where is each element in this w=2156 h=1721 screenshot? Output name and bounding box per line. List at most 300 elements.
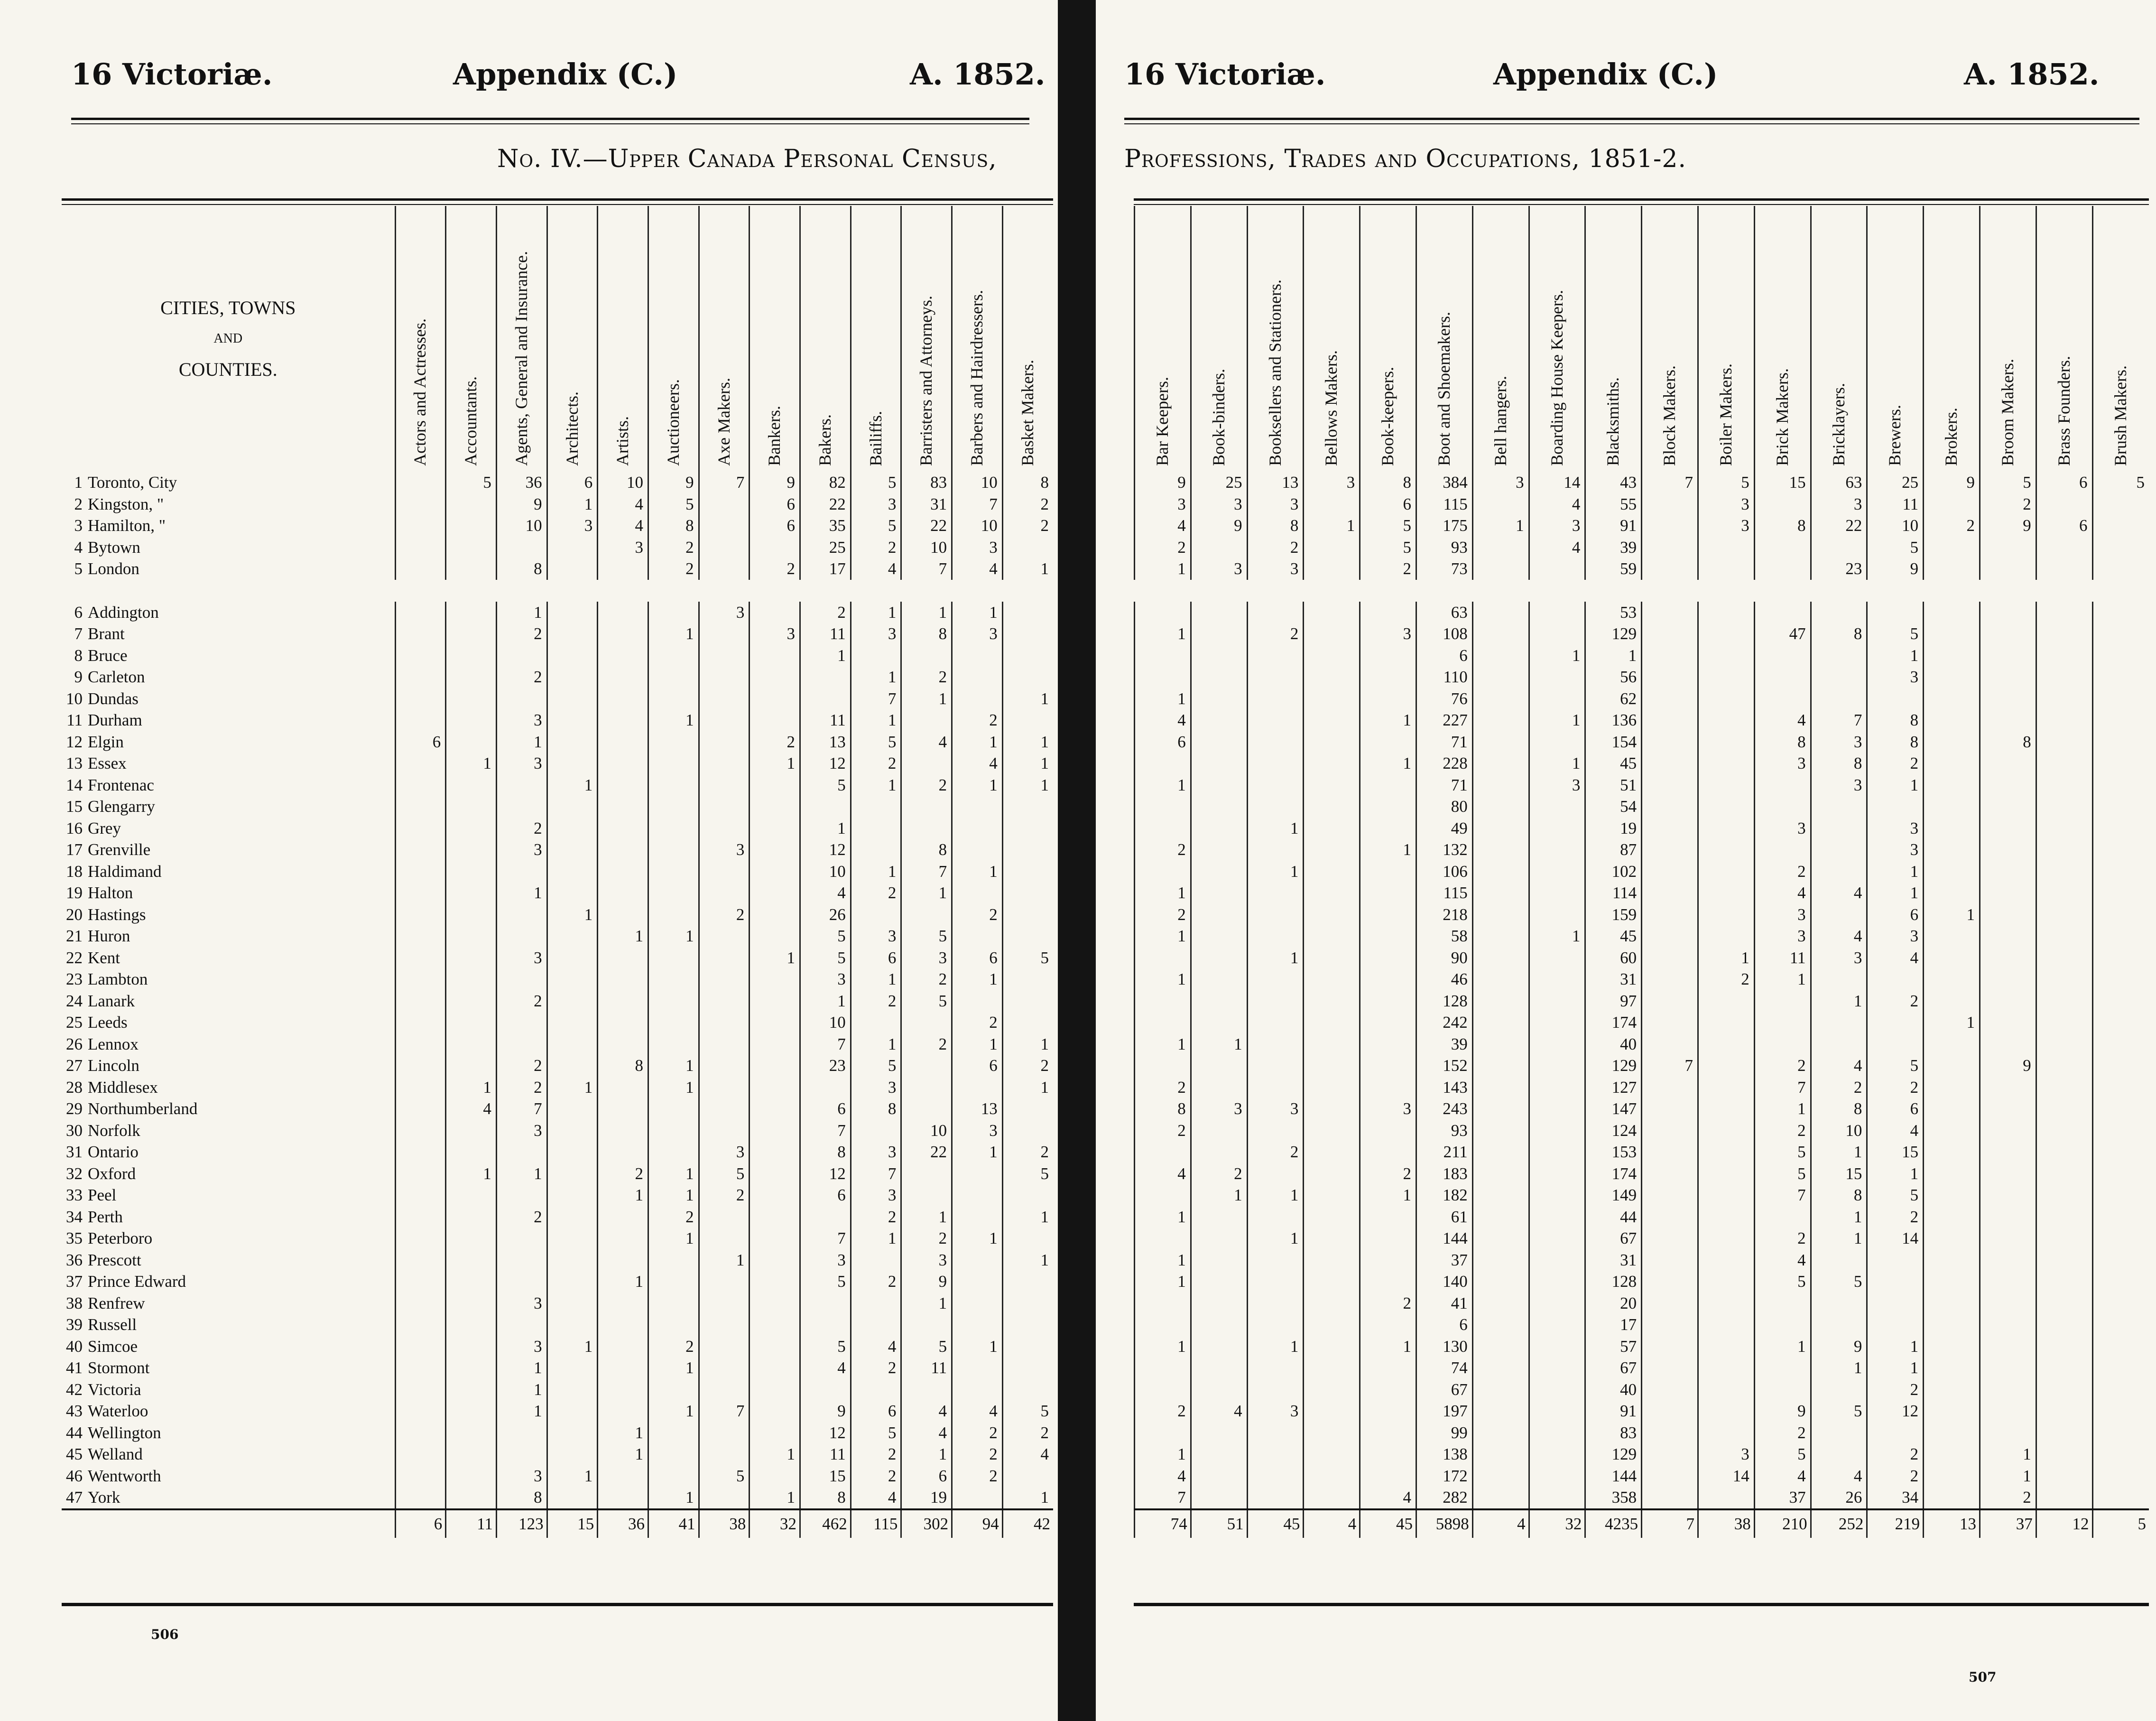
cell-bar-keepers (1135, 1400, 1191, 1422)
cell-brass-founders (2036, 1487, 2092, 1509)
cell-brewers (1867, 1184, 1924, 1206)
cell-brass-founders (2036, 1443, 2092, 1465)
cell-value: 1 (684, 711, 695, 729)
table-row (1135, 1033, 2149, 1055)
table-row (1135, 558, 2149, 580)
cell-bricklayers (1811, 1249, 1867, 1271)
cell-bricklayers (1811, 1400, 1867, 1422)
cell-brass-founders (2036, 1249, 2092, 1271)
cell-value: 1 (735, 1251, 746, 1269)
cell-booksellers-and-stationers (1247, 1314, 1304, 1336)
cell-brick-makers (1754, 731, 1811, 753)
cell-book-keepers (1360, 1422, 1416, 1444)
cell-boarding-house-keepers (1529, 947, 1585, 969)
cell-value: 3 (1740, 516, 1751, 535)
column-label: Block Makers. (1660, 365, 1679, 466)
cell-accountants (446, 1443, 497, 1465)
place-name-text: Prescott (86, 1251, 143, 1269)
cell-accountants (446, 861, 497, 883)
cell-value: 1 (1401, 711, 1413, 729)
cell-book-keepers (1360, 1443, 1416, 1465)
cell-accountants (446, 1422, 497, 1444)
cell-broom-makers (1980, 753, 2036, 774)
cell-value: 9 (1909, 559, 1920, 578)
cell-value: 2 (532, 819, 544, 837)
place-name-text: Renfrew (86, 1294, 147, 1312)
cell-value: 1 (1289, 949, 1300, 967)
cell-barristers-and-attorneys (901, 1443, 952, 1465)
cell-bakers (800, 1336, 851, 1358)
place-name-text: Leeds (86, 1013, 129, 1032)
place-name-text: Bytown (86, 538, 142, 557)
cell-value: 2 (1039, 495, 1051, 513)
cell-artists (598, 537, 648, 558)
cell-book-keepers (1360, 1098, 1416, 1120)
cell-value: 2 (1909, 1078, 1920, 1097)
cell-actors-and-actresses (395, 753, 446, 774)
cell-value: 1 (532, 884, 544, 902)
cell-value: 1 (633, 1445, 645, 1463)
cell-agents-general-and-insurance (496, 839, 547, 861)
cell-blacksmiths (1585, 796, 1642, 818)
cell-value: 8 (1401, 473, 1413, 492)
left-table-body (62, 472, 1053, 1538)
cell-artists (598, 1443, 648, 1465)
column-header-brokers (1924, 206, 1980, 472)
cell-broom-makers (1980, 1206, 2036, 1228)
table-row (62, 753, 1053, 774)
cell-book-binders (1191, 774, 1247, 796)
cell-value: 4 (1176, 711, 1187, 729)
cell-value: 1 (1176, 1208, 1187, 1226)
cell-bellows-makers (1304, 645, 1360, 667)
cell-value: 11 (828, 624, 847, 643)
table-row (1135, 1120, 2149, 1142)
cell-book-keepers (1360, 774, 1416, 796)
cell-value: 22 (929, 516, 948, 535)
cell-boiler-makers (1698, 1055, 1754, 1077)
cell-brick-makers (1754, 1120, 1811, 1142)
cell-brass-founders (2036, 709, 2092, 731)
cell-brush-makers (2092, 753, 2149, 774)
table-row (1135, 1379, 2149, 1401)
cell-brokers (1924, 1487, 1980, 1509)
cell-accountants (446, 1336, 497, 1358)
cell-brokers (1924, 925, 1980, 947)
cell-value: 37 (1788, 1488, 1807, 1507)
cell-bellows-makers (1304, 1379, 1360, 1401)
cell-blacksmiths (1585, 1055, 1642, 1077)
cell-booksellers-and-stationers (1247, 1400, 1304, 1422)
cell-value: 7 (735, 473, 746, 492)
cell-bankers (750, 493, 800, 515)
cell-brush-makers (2092, 1400, 2149, 1422)
cell-bar-keepers (1135, 861, 1191, 883)
cell-bakers (800, 709, 851, 731)
cell-barristers-and-attorneys (901, 645, 952, 667)
cell-bricklayers (1811, 602, 1867, 623)
cell-bailiffs (851, 990, 901, 1012)
cell-architects (547, 1033, 598, 1055)
cell-broom-makers (1980, 1141, 2036, 1163)
cell-bakers (800, 1141, 851, 1163)
cell-block-makers (1642, 925, 1698, 947)
cell-value: 1 (786, 1488, 797, 1507)
total-book-binders: 51 (1191, 1509, 1247, 1538)
cell-boiler-makers (1698, 666, 1754, 688)
column-label: Accountants. (461, 376, 481, 466)
cell-blacksmiths (1585, 1141, 1642, 1163)
cell-axe-makers (699, 493, 750, 515)
column-label: Blacksmiths. (1603, 377, 1623, 466)
cell-actors-and-actresses (395, 731, 446, 753)
cell-architects (547, 968, 598, 990)
place-name-text: Grey (86, 819, 122, 837)
cell-brewers (1867, 1249, 1924, 1271)
cell-booksellers-and-stationers (1247, 645, 1304, 667)
cell-brick-makers (1754, 472, 1811, 493)
cell-boot-and-shoemakers (1416, 990, 1472, 1012)
cell-bellows-makers (1304, 1465, 1360, 1487)
cell-value: 3 (887, 1078, 898, 1097)
cell-blacksmiths (1585, 968, 1642, 990)
table-row (1135, 666, 2149, 688)
cell-bakers (800, 990, 851, 1012)
cell-bailiffs (851, 623, 901, 645)
cell-brewers (1867, 1077, 1924, 1098)
cell-artists (598, 602, 648, 623)
cell-brewers (1867, 1228, 1924, 1249)
cell-artists (598, 753, 648, 774)
table-row (62, 882, 1053, 904)
cell-agents-general-and-insurance (496, 493, 547, 515)
cell-bankers (750, 818, 800, 839)
cell-boarding-house-keepers (1529, 1271, 1585, 1293)
cell-bankers (750, 1357, 800, 1379)
cell-value: 2 (887, 1358, 898, 1377)
cell-brick-makers (1754, 1336, 1811, 1358)
cell-bricklayers (1811, 839, 1867, 861)
cell-value: 1 (1909, 1337, 1920, 1356)
cell-value: 1 (684, 1078, 695, 1097)
cell-agents-general-and-insurance (496, 818, 547, 839)
cell-value: 5 (1796, 1272, 1807, 1291)
cell-bailiffs (851, 1077, 901, 1098)
place-name-text: Toronto, City (86, 473, 178, 492)
cell-broom-makers (1980, 709, 2036, 731)
cell-boarding-house-keepers (1529, 839, 1585, 861)
cell-value: 110 (1442, 668, 1469, 686)
cell-basket-makers (1002, 990, 1053, 1012)
cell-brass-founders (2036, 1055, 2092, 1077)
cell-actors-and-actresses (395, 558, 446, 580)
cell-broom-makers (1980, 839, 2036, 861)
cell-brewers (1867, 947, 1924, 969)
cell-value: 4 (481, 1099, 493, 1118)
left-census-table (62, 206, 1053, 1538)
cell-blacksmiths (1585, 1077, 1642, 1098)
cell-boot-and-shoemakers (1416, 1422, 1472, 1444)
cell-value: 2 (887, 1272, 898, 1291)
column-label: Boarding House Keepers. (1547, 290, 1566, 466)
place-name-text: Grenville (86, 840, 152, 859)
column-label: Bakers. (815, 414, 834, 466)
cell-bankers (750, 1163, 800, 1185)
cell-agents-general-and-insurance (496, 1487, 547, 1509)
total-booksellers-and-stationers: 45 (1247, 1509, 1304, 1538)
cell-value: 7 (836, 1035, 847, 1053)
cell-bellows-makers (1304, 1012, 1360, 1033)
row-number: 34 (66, 1207, 83, 1226)
table-row (62, 1055, 1053, 1077)
cell-book-binders (1191, 515, 1247, 537)
cell-book-binders (1191, 472, 1247, 493)
cell-boiler-makers (1698, 1487, 1754, 1509)
cell-architects (547, 882, 598, 904)
cell-bailiffs (851, 861, 901, 883)
total-book-keepers: 45 (1360, 1509, 1416, 1538)
place-name (84, 1055, 395, 1077)
column-label: Boiler Makers. (1716, 363, 1735, 466)
cell-barristers-and-attorneys (901, 1033, 952, 1055)
cell-bailiffs (851, 558, 901, 580)
cell-bellows-makers (1304, 1357, 1360, 1379)
cell-bakers (800, 753, 851, 774)
cell-brokers (1924, 796, 1980, 818)
cell-brass-founders (2036, 861, 2092, 883)
cell-boot-and-shoemakers (1416, 1293, 1472, 1314)
stub-heading-line-2: AND (213, 331, 243, 346)
cell-artists (598, 709, 648, 731)
cell-value: 3 (887, 495, 898, 513)
cell-value: 2 (988, 1423, 999, 1442)
cell-value: 143 (1441, 1078, 1469, 1097)
column-label: Architects. (562, 391, 582, 466)
cell-brick-makers (1754, 1465, 1811, 1487)
cell-brick-makers (1754, 1033, 1811, 1055)
cell-value: 7 (836, 1229, 847, 1247)
cell-block-makers (1642, 990, 1698, 1012)
cell-actors-and-actresses (395, 968, 446, 990)
left-running-header (0, 57, 1058, 109)
right-header-year: A. 1852. (1964, 57, 2100, 92)
cell-bar-keepers (1135, 904, 1191, 926)
cell-boiler-makers (1698, 515, 1754, 537)
cell-bell-hangers (1472, 515, 1529, 537)
cell-basket-makers (1002, 666, 1053, 688)
cell-value: 1 (1796, 970, 1807, 988)
cell-bankers (750, 1098, 800, 1120)
table-row (62, 1012, 1053, 1033)
cell-value: 7 (735, 1402, 746, 1420)
cell-barristers-and-attorneys (901, 731, 952, 753)
cell-agents-general-and-insurance (496, 1443, 547, 1465)
cell-brush-makers (2092, 925, 2149, 947)
table-row (1135, 1271, 2149, 1293)
cell-bar-keepers (1135, 968, 1191, 990)
cell-axe-makers (699, 1077, 750, 1098)
cell-value: 1 (684, 1056, 695, 1075)
cell-bricklayers (1811, 1336, 1867, 1358)
cell-barbers-and-hairdressers (952, 1314, 1003, 1336)
cell-brush-makers (2092, 1077, 2149, 1098)
place-name-text: Oxford (86, 1164, 137, 1183)
cell-value: 2 (1796, 862, 1807, 881)
cell-agents-general-and-insurance (496, 882, 547, 904)
cell-value: 1 (1039, 689, 1051, 708)
cell-block-makers (1642, 1206, 1698, 1228)
cell-bar-keepers (1135, 990, 1191, 1012)
cell-bar-keepers (1135, 1163, 1191, 1185)
cell-value: 3 (836, 1251, 847, 1269)
cell-booksellers-and-stationers (1247, 968, 1304, 990)
cell-bankers (750, 1249, 800, 1271)
cell-agents-general-and-insurance (496, 1271, 547, 1293)
cell-value: 7 (1796, 1186, 1807, 1204)
cell-barbers-and-hairdressers (952, 968, 1003, 990)
cell-book-keepers (1360, 1228, 1416, 1249)
cell-bankers (750, 882, 800, 904)
cell-broom-makers (1980, 774, 2036, 796)
cell-brass-founders (2036, 968, 2092, 990)
cell-value: 2 (937, 668, 949, 686)
cell-boarding-house-keepers (1529, 1443, 1585, 1465)
cell-bar-keepers (1135, 537, 1191, 558)
cell-brush-makers (2092, 947, 2149, 969)
cell-barristers-and-attorneys (901, 1077, 952, 1098)
cell-brass-founders (2036, 515, 2092, 537)
cell-value: 5 (1039, 1402, 1051, 1420)
column-header-bell-hangers (1472, 206, 1529, 472)
cell-value: 6 (887, 1402, 898, 1420)
cell-brewers (1867, 1443, 1924, 1465)
cell-block-makers (1642, 904, 1698, 926)
place-name-text: Lennox (86, 1035, 140, 1053)
cell-boarding-house-keepers (1529, 925, 1585, 947)
cell-blacksmiths (1585, 645, 1642, 667)
cell-book-keepers (1360, 1293, 1416, 1314)
cell-bakers (800, 1077, 851, 1098)
cell-value: 2 (786, 559, 797, 578)
cell-brick-makers (1754, 645, 1811, 667)
cell-brewers (1867, 493, 1924, 515)
cell-value: 39 (1619, 538, 1638, 557)
cell-brewers (1867, 1271, 1924, 1293)
cell-boiler-makers (1698, 731, 1754, 753)
cell-value: 2 (887, 1208, 898, 1226)
cell-architects (547, 1141, 598, 1163)
cell-value: 6 (836, 1099, 847, 1118)
cell-boarding-house-keepers (1529, 602, 1585, 623)
cell-value: 10 (1900, 516, 1920, 535)
cell-barbers-and-hairdressers (952, 1033, 1003, 1055)
cell-value: 2 (633, 1164, 645, 1183)
cell-block-makers (1642, 688, 1698, 710)
column-header-block-makers (1642, 206, 1698, 472)
cell-value: 25 (1900, 473, 1920, 492)
cell-value: 10 (1844, 1121, 1863, 1140)
cell-bakers (800, 1379, 851, 1401)
cell-boiler-makers (1698, 1163, 1754, 1185)
cell-bankers (750, 904, 800, 926)
cell-bailiffs (851, 1400, 901, 1422)
cell-boiler-makers (1698, 1336, 1754, 1358)
cell-value: 6 (431, 733, 443, 751)
cell-booksellers-and-stationers (1247, 1120, 1304, 1142)
cell-bricklayers (1811, 753, 1867, 774)
cell-book-binders (1191, 1422, 1247, 1444)
place-name-text: Ontario (86, 1143, 140, 1161)
cell-value: 57 (1619, 1337, 1638, 1356)
cell-auctioneers (648, 753, 699, 774)
cell-basket-makers (1002, 1293, 1053, 1314)
cell-brick-makers (1754, 1293, 1811, 1314)
cell-value: 4 (937, 1402, 949, 1420)
cell-architects (547, 1422, 598, 1444)
cell-bar-keepers (1135, 709, 1191, 731)
place-name-text: Lanark (86, 992, 136, 1010)
cell-value: 1 (1796, 1337, 1807, 1356)
cell-bankers (750, 925, 800, 947)
cell-bell-hangers (1472, 493, 1529, 515)
cell-book-keepers (1360, 1077, 1416, 1098)
cell-book-binders (1191, 1206, 1247, 1228)
cell-booksellers-and-stationers (1247, 515, 1304, 537)
row-number: 7 (74, 624, 83, 643)
table-row (62, 1465, 1053, 1487)
cell-brokers (1924, 1228, 1980, 1249)
cell-architects (547, 1465, 598, 1487)
total-actors-and-actresses: 6 (395, 1509, 446, 1538)
cell-value: 1 (1852, 992, 1864, 1010)
table-row (1135, 1357, 2149, 1379)
cell-brass-founders (2036, 558, 2092, 580)
cell-brokers (1924, 558, 1980, 580)
cell-value: 147 (1610, 1099, 1638, 1118)
cell-value: 87 (1619, 840, 1638, 859)
cell-brass-founders (2036, 1163, 2092, 1185)
cell-value: 1 (988, 1229, 999, 1247)
cell-bailiffs (851, 515, 901, 537)
cell-bellows-makers (1304, 818, 1360, 839)
total-brokers: 13 (1924, 1509, 1980, 1538)
cell-value: 3 (1345, 473, 1357, 492)
cell-barristers-and-attorneys (901, 1206, 952, 1228)
cell-artists (598, 1055, 648, 1077)
cell-boot-and-shoemakers (1416, 925, 1472, 947)
cell-agents-general-and-insurance (496, 1055, 547, 1077)
cell-value: 140 (1441, 1272, 1469, 1291)
cell-brass-founders (2036, 753, 2092, 774)
cell-brass-founders (2036, 1271, 2092, 1293)
cell-bell-hangers (1472, 1141, 1529, 1163)
cell-bar-keepers (1135, 472, 1191, 493)
cell-agents-general-and-insurance (496, 1422, 547, 1444)
cell-basket-makers (1002, 515, 1053, 537)
cell-bell-hangers (1472, 688, 1529, 710)
cell-bailiffs (851, 1487, 901, 1509)
cell-blacksmiths (1585, 1443, 1642, 1465)
cell-barbers-and-hairdressers (952, 688, 1003, 710)
cell-bellows-makers (1304, 1336, 1360, 1358)
cell-block-makers (1642, 882, 1698, 904)
cell-value: 2 (887, 884, 898, 902)
cell-agents-general-and-insurance (496, 1249, 547, 1271)
place-name (84, 947, 395, 969)
cell-value: 2 (1039, 1056, 1051, 1075)
cell-boarding-house-keepers (1529, 861, 1585, 883)
table-row (62, 602, 1053, 623)
